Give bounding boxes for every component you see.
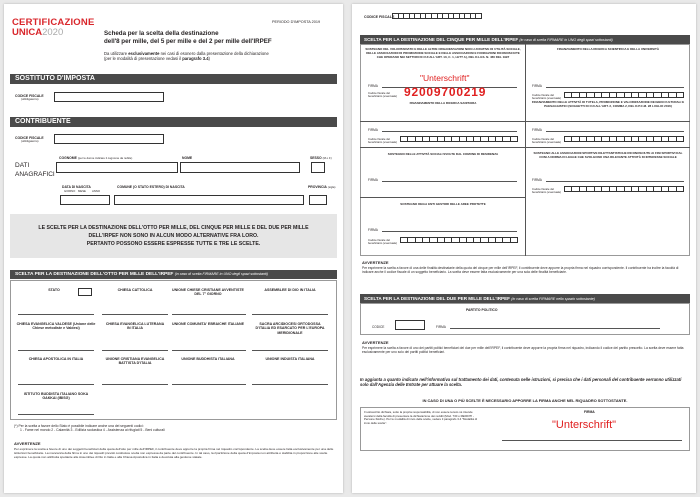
c1-cf-benef-l2: beneficiario (eventuale) bbox=[368, 94, 398, 99]
firma-line bbox=[252, 384, 328, 385]
c2-cf-benef-l2: beneficiario (eventuale) bbox=[532, 96, 562, 101]
sostituto-cf-label: CODICE FISCALE bbox=[15, 94, 44, 98]
logo-year: 2020 bbox=[42, 27, 64, 38]
due-firma-label: FIRMA bbox=[436, 325, 446, 329]
partito-code-input[interactable] bbox=[395, 320, 425, 330]
c6-cf-benef-l2: beneficiario (eventuale) bbox=[532, 190, 562, 195]
final-firma-label: FIRMA bbox=[584, 410, 595, 414]
cognome-label-wrap bbox=[59, 156, 132, 160]
form-page-back bbox=[352, 4, 696, 493]
c6-title: SOSTEGNO ALLE ASSOCIAZIONI SPORTIVE DILETTANTISTICHE RICONOSCIUTE AI FINI SPORTIVI DAL CONI A NORMA DI LEGGE CHE SVOLGONO UNA RILEVANTE ATTIVITÀ DI INTERESSE SOCIALE bbox=[533, 151, 683, 159]
firma-line bbox=[18, 314, 94, 315]
contribuente-header: CONTRIBUENTE bbox=[10, 117, 337, 127]
otto-avvertenze-title: AVVERTENZE bbox=[14, 441, 41, 446]
provincia-note: (sigla) bbox=[327, 185, 336, 189]
c2-firma-line bbox=[546, 87, 684, 88]
c5-title: SOSTEGNO DELLE ATTIVITÀ SOCIALI SVOLTE DAL COMUNE DI RESIDENZA bbox=[387, 152, 499, 156]
c7-firma-label: FIRMA bbox=[368, 228, 378, 232]
cinque-header bbox=[360, 35, 690, 44]
otto-cell-battista[interactable]: UNIONE CRISTIANA EVANGELICA BATTISTA D'ITALIA bbox=[105, 357, 165, 366]
c4-firma-label: FIRMA bbox=[532, 128, 542, 132]
otto-footnote bbox=[14, 424, 334, 433]
mese-label: MESE bbox=[78, 189, 86, 193]
notice-line1: LE SCELTE PER LA DESTINAZIONE DELL'OTTO PER MILLE, DEL CINQUE PER MILLE E DEL DUE PER MILLE bbox=[38, 225, 309, 231]
cinque-subtitle: (in caso di scelta FIRMARE in UNO degli spazi sottostanti) bbox=[519, 38, 613, 42]
c7-cf-benef-label bbox=[368, 239, 397, 246]
c5-firma-line bbox=[382, 181, 517, 182]
firma-line bbox=[172, 384, 246, 385]
dati-anagrafici-label bbox=[15, 162, 55, 180]
due-header bbox=[360, 294, 690, 303]
otto-cell-luterana[interactable]: CHIESA EVANGELICA LUTERANA IN ITALIA bbox=[105, 322, 165, 331]
firma-line bbox=[172, 314, 246, 315]
c6-cf-input[interactable] bbox=[564, 186, 684, 192]
otto-footnote-2: 1 - Fame nel mondo 2 - Calamità 3 - Edilizia scolastica 4 - Assistenza ai rifugiati 5 - Beni culturali bbox=[20, 428, 165, 433]
due-firma-line bbox=[450, 328, 660, 329]
otto-cell-cattolica[interactable]: CHIESA CATTOLICA bbox=[117, 288, 153, 292]
usage-note-post: nei casi di esonero dalla presentazione della dichiarazione bbox=[159, 51, 269, 56]
otto-cell-assemblee[interactable]: ASSEMBLEE DI DIO IN ITALIA bbox=[264, 288, 316, 292]
nascita-input[interactable] bbox=[60, 195, 110, 205]
otto-footnote-1: (*) Per la scelta a favore dello Stato è possibile indicare anche una dei seguenti codici: bbox=[14, 424, 144, 428]
cognome-input[interactable] bbox=[56, 162, 178, 173]
otto-cell-induista[interactable]: UNIONE INDUISTA ITALIANA bbox=[265, 357, 315, 361]
c1-cf-stamp: 92009700219 bbox=[404, 85, 487, 99]
final-declaration: Il sottoscritto dichiara, sotto la propria responsabilità, di non essere tenuto né intende avvalersi della facoltà di presentare la dichiarazione dei redditi (Mod. 730 o REDDITI - Persone fisiche). Per le modalità di invio delle scelte, vedere il paragrafo 3.4 "Modalità di invio delle scelte". bbox=[364, 410, 478, 426]
form-usage-note bbox=[104, 51, 339, 62]
c2-title: FINANZIAMENTO DELLA RICERCA SCIENTIFICA E DELLA UNIVERSITÀ bbox=[557, 47, 659, 51]
form-title-line1: Scheda per la scelta della destinazione bbox=[104, 30, 219, 37]
sesso-label-wrap bbox=[310, 156, 332, 160]
c1-title: SOSTEGNO DEL VOLONTARIATO E DELLE ALTRE ORGANIZZAZIONI NON LUCRATIVE DI UTILITÀ SOCIALE, DELLE ASSOCIAZIONI DI PROMOZIONE SOCIALE E DELLE ASSOCIAZIONI E FONDAZIONI RICONOSCIUTE CHE OPERANO NEI SETTORI DI CUI ALL'ART. 10, C. 1, LETT A), DEL D.LGS. N. 460 DEL 1997 bbox=[365, 47, 521, 59]
privacy-note: In aggiunta a quanto indicato nell'informativa sul trattamento dei dati, contenuta nelle istruzioni, si precisa che i dati personali del contribuente verranno utilizzati solo dall'Agenzia delle Entrate per attuare la scelta. bbox=[360, 377, 682, 388]
otto-title: SCELTA PER LA DESTINAZIONE DELL'OTTO PER MILLE DELL'IRPEF bbox=[15, 272, 174, 277]
form-title-line2: dell'8 per mille, del 5 per mille e del 2 per mille dell'IRPEF bbox=[104, 37, 272, 45]
c4-cf-input[interactable] bbox=[564, 136, 684, 142]
c2-cf-benef-l1: Codice fiscale del bbox=[532, 93, 554, 97]
cinque-avvertenze-title: AVVERTENZE bbox=[362, 260, 389, 265]
logo-certificazione: CERTIFICAZIONE bbox=[12, 17, 95, 28]
partito-label: PARTITO POLITICO bbox=[466, 308, 498, 312]
contribuente-cf-sub: (obbligatorio) bbox=[21, 139, 39, 143]
c7-title: SOSTEGNO DEGLI ENTI GESTORI DELLE AREE PROTETTE bbox=[400, 202, 486, 206]
due-avvertenze-text: Per esprimere la scelta a favore di uno dei partiti politici beneficiari del due per mille dell'IRPEF, il contribuente deve apporre la propria firma nel riquadro, indicando il codice del partito prescelto. La scelta deve essere fatta esclusivamente per uno solo dei partiti politici beneficiari. bbox=[362, 346, 684, 355]
due-title: SCELTA PER LA DESTINAZIONE DEL DUE PER MILLE DELL'IRPEF bbox=[364, 296, 510, 301]
form-page-front bbox=[4, 4, 343, 493]
c4-cf-benef-l2: beneficiario (eventuale) bbox=[532, 140, 562, 145]
firma-line bbox=[18, 350, 94, 351]
c4-firma-line bbox=[546, 131, 684, 132]
firma-line bbox=[102, 350, 168, 351]
comune-input[interactable] bbox=[114, 195, 304, 205]
period-label: PERIODO D'IMPOSTA 2019 bbox=[272, 20, 321, 24]
provincia-label-wrap bbox=[308, 185, 335, 189]
c3-cf-benef-l1: Codice fiscale del bbox=[368, 137, 390, 141]
notice-line2: DELL'IRPEF NON SONO IN ALCUN MODO ALTERNATIVE FRA LORO. bbox=[88, 233, 259, 240]
otto-cell-valdese[interactable]: CHIESA EVANGELICA VALDESE (Unione delle Chiese metodiste e Valdesi) bbox=[16, 322, 96, 331]
anno-label: ANNO bbox=[92, 189, 101, 193]
firma-line bbox=[18, 414, 94, 415]
firma-line bbox=[102, 384, 168, 385]
c4-title: FINANZIAMENTO DELLE ATTIVITÀ DI TUTELA, PROMOZIONE E VALORIZZAZIONE DEI BENI CULTURALI E PAESAGGISTICI (SOGGETTI DI CUI ALL'ART. 2, COMMA 2, DEL D.P.C.M. 28 LUGLIO 2016) bbox=[531, 100, 685, 108]
back-cf-input[interactable] bbox=[392, 13, 482, 19]
c7-cf-benef-l2: beneficiario (eventuale) bbox=[368, 241, 398, 246]
otto-cell-stato-label: STATO bbox=[48, 288, 60, 292]
sostituto-cf-sub: (obbligatorio) bbox=[21, 97, 39, 101]
final-firma-line[interactable] bbox=[502, 440, 682, 441]
c3-cf-benef-l2: beneficiario (eventuale) bbox=[368, 140, 398, 145]
cinque-avvertenze-text: Per esprimere la scelta a favore di una delle finalità destinatarie della quota del cinque per mille dell'IRPEF, il contribuente deve apporre la propria firma nel riquadro corrispondente. Il contribuente ha inoltre la facoltà di indicare anche il codice fiscale di un soggetto beneficiario. La scelta deve essere fatta esclusivamente per una sola delle finalità beneficiarie. bbox=[362, 266, 679, 275]
c1-firma-label: FIRMA bbox=[368, 84, 378, 88]
firma-line bbox=[102, 314, 168, 315]
anagrafici-label: ANAGRAFICI bbox=[15, 170, 55, 178]
due-avvertenze-title: AVVERTENZE bbox=[362, 340, 389, 345]
c4-cf-benef-l1: Codice fiscale del bbox=[532, 137, 554, 141]
cinque-row-divider bbox=[360, 147, 690, 148]
otto-cell-buddhista[interactable]: UNIONE BUDDHISTA ITALIANA bbox=[181, 357, 235, 361]
c3-cf-benef-label bbox=[368, 138, 397, 145]
contribuente-cf-label: CODICE FISCALE bbox=[15, 136, 44, 140]
usage-note2-pre: (per le modalità di presentazione vedasi il bbox=[104, 56, 183, 62]
usage-note2-bold: paragrafo 3.4 bbox=[182, 56, 209, 62]
usage-note-bold: esclusivamente bbox=[128, 51, 160, 56]
c6-firma-label: FIRMA bbox=[532, 178, 542, 182]
usage-note-pre: Da utilizzare bbox=[104, 51, 129, 56]
back-cf-label: CODICE FISCALE bbox=[364, 15, 395, 19]
otto-avvertenze-text: Per esprimere la scelta a favore di uno dei soggetti beneficiari della quota dell'otto per mille dell'IRPEF, il contribuente deve apporre la propria firma nel riquadro corrispondente. La scelta deve essere fatta esclusivamente per una delle istituzioni beneficiarie. La mancanza della firma in uno dei riquadri previsti costituisce scelta non espressa da parte del contribuente. In tal caso, la ripartizione della quota d'imposta non attribuita è stabilita in proporzione alle scelte espresse. La quota non attribuita spettante alle Assemblee di Dio in Italia e alla Chiesa Apostolica in Italia è devoluta alla gestione statale. bbox=[14, 447, 334, 460]
otto-subtitle: (in caso di scelta FIRMARE in UNO degli spazi sottostanti) bbox=[174, 272, 268, 276]
contribuente-cf-input[interactable] bbox=[54, 134, 164, 144]
notice-line3: PERTANTO POSSONO ESSERE ESPRESSE TUTTE E TRE LE SCELTE. bbox=[86, 241, 261, 248]
cinque-title: SCELTA PER LA DESTINAZIONE DEL CINQUE PER MILLE DELL'IRPEF bbox=[364, 37, 519, 42]
form-title bbox=[104, 30, 272, 46]
cognome-label: COGNOME bbox=[59, 156, 77, 160]
c7-cf-benef-l1: Codice fiscale del bbox=[368, 238, 390, 242]
c7-cf-input[interactable] bbox=[400, 237, 518, 243]
c3-firma-line bbox=[382, 131, 517, 132]
provincia-label: PROVINCIA bbox=[308, 185, 327, 189]
c3-cf-input[interactable] bbox=[400, 136, 518, 142]
giorno-label: GIORNO bbox=[64, 189, 76, 193]
c7-firma-line bbox=[382, 231, 517, 232]
final-signature-stamp: "Unterschrift" bbox=[552, 419, 617, 431]
cinque-row-divider bbox=[360, 121, 690, 122]
usage-note2-post: ) bbox=[208, 56, 210, 62]
nome-label: NOME bbox=[182, 156, 193, 160]
stato-code-input[interactable] bbox=[78, 288, 92, 296]
sesso-note: (M o F) bbox=[322, 156, 332, 160]
nome-input[interactable] bbox=[180, 162, 300, 173]
otto-cell-stato[interactable] bbox=[24, 288, 84, 292]
due-codice-label: CODICE bbox=[372, 325, 385, 329]
c2-firma-label: FIRMA bbox=[532, 84, 542, 88]
otto-cell-ortodossa[interactable]: SACRA ARCIDIOCESI ORTODOSSA D'ITALIA ED ESARCATO PER L'EUROPA MERIDIONALE bbox=[255, 322, 325, 335]
nascita-label: DATA DI NASCITA bbox=[62, 185, 91, 189]
cinque-divider bbox=[525, 44, 526, 256]
firma-line bbox=[18, 384, 94, 385]
notice-text bbox=[10, 224, 337, 248]
c1-cf-benef-l1: Codice fiscale del bbox=[368, 91, 390, 95]
comune-label: COMUNE (O STATO ESTERO) DI NASCITA bbox=[117, 185, 185, 189]
cinque-row-divider bbox=[360, 197, 525, 198]
cognome-note: (per le donne indicare il cognome da nubile) bbox=[77, 156, 133, 160]
otto-cell-soka[interactable]: ISTITUTO BUDDISTA ITALIANO SOKA GAKKAI (IBISG) bbox=[23, 392, 89, 401]
firma-line bbox=[252, 350, 328, 351]
otto-cell-apostolica[interactable]: CHIESA APOSTOLICA IN ITALIA bbox=[28, 357, 84, 361]
otto-cell-ebraiche[interactable]: UNIONE COMUNITA' EBRAICHE ITALIANE bbox=[172, 322, 244, 326]
logo-unica bbox=[12, 28, 63, 38]
provincia-input[interactable] bbox=[309, 195, 327, 205]
c5-firma-label: FIRMA bbox=[368, 178, 378, 182]
c1-cf-benef-label bbox=[368, 92, 397, 99]
c6-cf-benef-label bbox=[532, 188, 561, 195]
c1-signature-stamp: "Unterschrift" bbox=[420, 73, 470, 83]
sesso-label: SESSO bbox=[310, 156, 322, 160]
sostituto-cf-input[interactable] bbox=[54, 92, 164, 102]
sostituto-header: SOSTITUTO D'IMPOSTA bbox=[10, 74, 337, 84]
c6-firma-line bbox=[546, 181, 684, 182]
firma-line bbox=[252, 314, 328, 315]
dati-label: DATI bbox=[15, 162, 30, 169]
firma-required-note: IN CASO DI UNA O PIÙ SCELTE È NECESSARIO APPORRE LA FIRMA ANCHE NEL RIQUADRO SOTTOSTANTE. bbox=[422, 398, 628, 403]
otto-header bbox=[10, 270, 337, 279]
c3-title: FINANZIAMENTO DELLA RICERCA SANITARIA bbox=[409, 101, 477, 105]
c6-cf-benef-l1: Codice fiscale del bbox=[532, 187, 554, 191]
due-subtitle: (in caso di scelta FIRMARE nello spazio sottostante) bbox=[511, 297, 595, 301]
c2-cf-input[interactable] bbox=[564, 92, 684, 98]
sesso-input[interactable] bbox=[311, 162, 325, 173]
otto-cell-avventiste[interactable]: UNIONE CHIESE CRISTIANE AVVENTISTE DEL 7° GIORNO bbox=[172, 288, 244, 297]
c3-firma-label: FIRMA bbox=[368, 128, 378, 132]
c4-cf-benef-label bbox=[532, 138, 561, 145]
firma-line bbox=[172, 350, 246, 351]
logo-unica-text: UNICA bbox=[12, 27, 43, 38]
due-grid bbox=[360, 303, 690, 335]
